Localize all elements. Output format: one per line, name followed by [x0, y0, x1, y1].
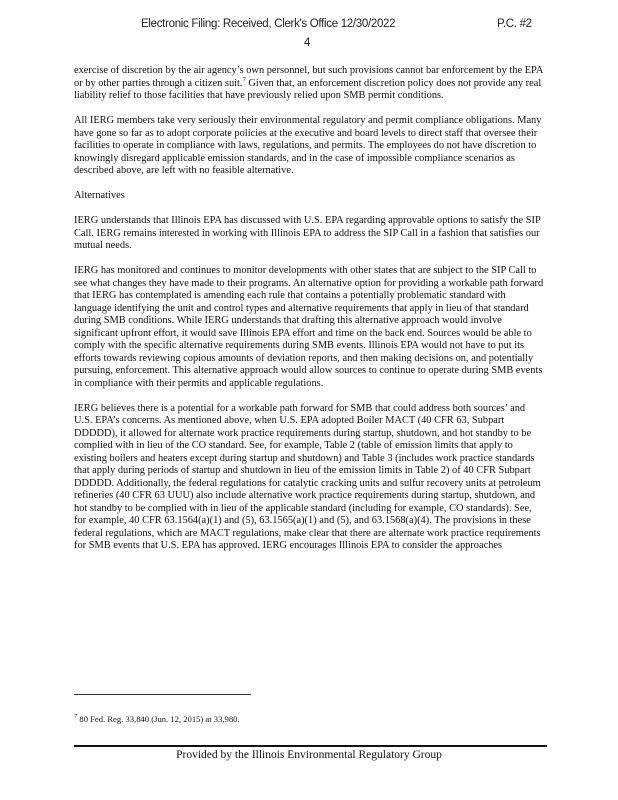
- paragraph-3: IERG understands that Illinois EPA has discussed with U.S. EPA regarding approvable options to satisfy the SIP Call. IERG remains interested in working with Illinois EPA to address the SIP Call in a fashion that satisfies our mutual needs.: [74, 215, 541, 251]
- footnote-marker: 7: [74, 713, 78, 721]
- footer-divider: [74, 745, 547, 747]
- footnote-reference: 7: [242, 76, 246, 84]
- paragraph-1-text: exercise of discretion by the air agency’s own personnel, but such provisions cannot bar enforcement by the EPA or by other parties through a citizen suit.: [74, 65, 543, 89]
- footnote-text: 80 Fed. Reg. 33,840 (Jun. 12, 2015) at 33,980.: [77, 714, 240, 724]
- document-body: [74, 65, 544, 565]
- provided-by-footer: Provided by the Illinois Environmental Regulatory Group: [176, 749, 442, 761]
- paragraph-4: IERG has monitored and continues to monitor developments with other states that are subject to the SIP Call to see what changes they have made to their programs. An alternative option for providing a workable path forward that IERG has contemplated is amending each rule that contains a potentially problematic standard with language identifying the unit and control types and alternative requirements that apply in lieu of that standard during SMB conditions. While IERG understands that drafting this alternative approach would involve significant upfront effort, it would save Illinois EPA effort and time on the back end. Sources would be able to comply with the specific alternative requirements during SMB events. Illinois EPA would not have to put its efforts towards reviewing copious amounts of deviation reports, and then making decisions on, and potentially pursuing, enforcement. This alternative approach would allow sources to continue to operate during SMB events in compliance with their permits and applicable regulations.: [74, 265, 544, 389]
- footnote-divider: [74, 694, 251, 695]
- paragraph-1: [74, 65, 544, 103]
- filing-stamp-text: Electronic Filing: Received, Clerk's Office 12/30/2022: [141, 18, 396, 30]
- pc-number: P.C. #2: [497, 18, 532, 30]
- paragraph-1-tail: Given that, an enforcement discretion policy does not provide any real liability relief to those facilities that have previously relied upon SMB permit conditions.: [74, 77, 542, 101]
- section-heading-alternatives: Alternatives: [74, 190, 125, 201]
- footnote: [74, 714, 240, 724]
- paragraph-5: IERG believes there is a potential for a workable path forward for SMB that could address both sources’ and U.S. EPA’s concerns. As mentioned above, when U.S. EPA adopted Boiler MACT (40 CFR 63, Subpart DDDDD), it allowed for alternate work practice requirements during startup, shutdown, and hot standby to be complied with in lieu of the CO standard. See, for example, Table 2 (table of emission limits that apply to existing boilers and heaters except during startup and shutdown) and Table 3 (includes work practice standards that apply during periods of startup and shutdown in lieu of the emission limits in Table 2) of 40 CFR Subpart DDDDD. Additionally, the federal regulations for catalytic cracking units and sulfur recovery units at petroleum refineries (40 CFR 63 UUU) also include alternative work practice requirements during startup, shutdown, and hot standby to be complied with in lieu of the applicable standard (including for example, CO standards). See, for example, 40 CFR 63.1564(a)(1) and (5), 63.1565(a)(1) and (5), and 63.1568(a)(4). The provisions in these federal regulations, which are MACT regulations, make clear that there are alternate work practice requirements for SMB events that U.S. EPA has approved. IERG encourages Illinois EPA to consider the approaches: [74, 402, 541, 551]
- paragraph-2: All IERG members take very seriously their environmental regulatory and permit compliance obligations. Many have gone so far as to adopt corporate policies at the executive and board levels to direct staff that oversee their facilities to operate in compliance with laws, regulations, and permits. The employees do not have discretion to knowingly disregard applicable emission standards, and in the case of impossible compliance scenarios as described above, are left with no feasible alternative.: [74, 115, 542, 176]
- page-number: 4: [304, 37, 311, 49]
